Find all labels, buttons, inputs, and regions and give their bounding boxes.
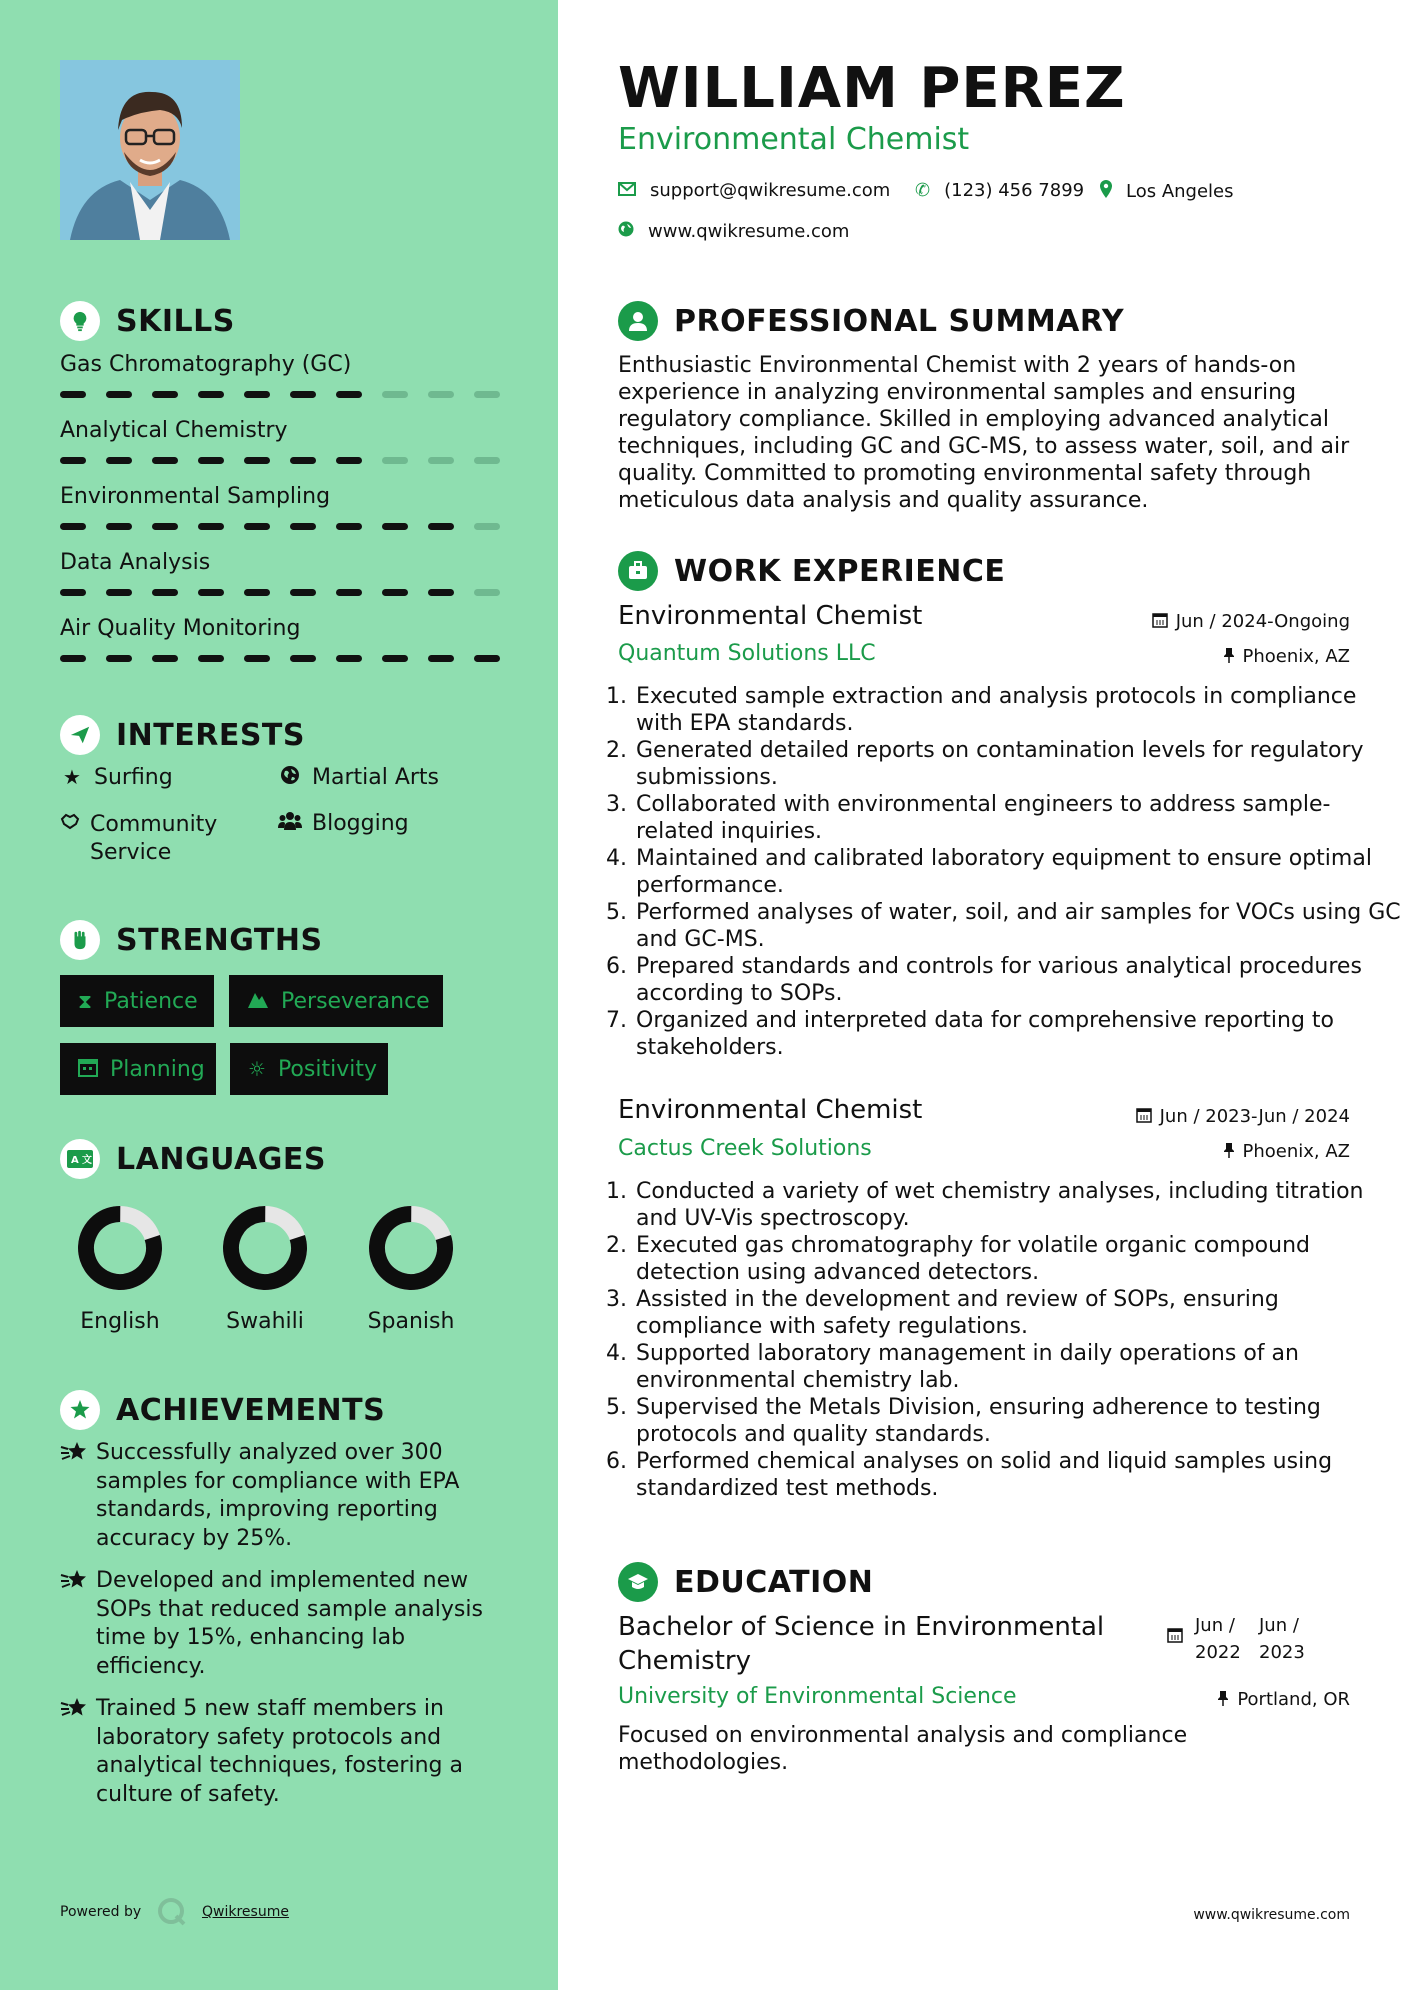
skill-level-segment xyxy=(198,391,224,398)
star-icon: ★ xyxy=(63,765,81,789)
job-duty: 2. Executed gas chromatography for volatile organic compound detection using advanced detectors. xyxy=(634,1232,1404,1286)
job-duty: 3. Assisted in the development and review of SOPs, ensuring compliance with safety regulations. xyxy=(634,1286,1404,1340)
job-duty: 4. Maintained and calibrated laboratory equipment to ensure optimal performance. xyxy=(634,845,1404,899)
skill-level-segment xyxy=(106,391,132,398)
job-duties-list xyxy=(608,1178,1404,1502)
translate-icon xyxy=(60,1139,100,1179)
achievements-heading: ACHIEVEMENTS xyxy=(60,1388,385,1432)
interest-item: Martial Arts xyxy=(278,765,439,790)
job-duty: 5. Supervised the Metals Division, ensuring adherence to testing protocols and quality standards. xyxy=(634,1394,1404,1448)
graduation-icon xyxy=(618,1562,658,1602)
skill-level-segment xyxy=(336,589,362,596)
skill-level-segment xyxy=(428,457,454,464)
skill-level-segment xyxy=(474,391,500,398)
skill-level-segment xyxy=(244,589,270,596)
users-icon xyxy=(278,811,302,836)
skill-level-segment xyxy=(336,523,362,530)
skill-level-segment xyxy=(152,523,178,530)
education-location: Portland, OR xyxy=(1217,1689,1350,1710)
email-contact[interactable]: support@qwikresume.com xyxy=(618,180,890,201)
interest-item: ★ Surfing xyxy=(60,765,173,790)
job-location: Phoenix, AZ xyxy=(1223,646,1351,667)
job-duty: 4. Supported laboratory management in daily operations of an environmental chemistry lab. xyxy=(634,1340,1404,1394)
job-duties-list xyxy=(608,683,1404,1061)
skill-level-segment xyxy=(244,523,270,530)
job-location: Phoenix, AZ xyxy=(1223,1141,1351,1162)
job-duty: 7. Organized and interpreted data for comprehensive reporting to stakeholders. xyxy=(634,1007,1404,1061)
briefcase-icon xyxy=(618,551,658,591)
skill-level-segment xyxy=(244,391,270,398)
language-label: English xyxy=(80,1309,160,1334)
skill-level-segment xyxy=(382,523,408,530)
skill-level-segment xyxy=(106,589,132,596)
skill-level-segment xyxy=(382,589,408,596)
job-duty: 5. Performed analyses of water, soil, and air samples for VOCs using GC and GC-MS. xyxy=(634,899,1404,953)
education-description: Focused on environmental analysis and compliance methodologies. xyxy=(618,1723,1188,1775)
skill-level-segment xyxy=(474,457,500,464)
skill-level-segment xyxy=(428,391,454,398)
language-ring-fill xyxy=(77,1205,163,1291)
job-duty: 3. Collaborated with environmental engineers to address sample-related inquiries. xyxy=(634,791,1404,845)
achievement-item: Successfully analyzed over 300 samples for compliance with EPA standards, improving reporting accuracy by 25%. xyxy=(60,1439,500,1553)
skill-name: Data Analysis xyxy=(60,550,211,575)
svg-text:A: A xyxy=(71,1155,79,1166)
language-label: Spanish xyxy=(367,1309,455,1334)
skill-level-segment xyxy=(60,391,86,398)
skill-level-segment xyxy=(198,523,224,530)
languages-heading: A 文 LANGUAGES xyxy=(60,1137,326,1181)
globe-icon xyxy=(618,221,634,242)
calendar-icon xyxy=(1136,1107,1152,1127)
skill-name: Gas Chromatography (GC) xyxy=(60,352,352,377)
skill-level-bar xyxy=(60,655,500,663)
skill-level-segment xyxy=(290,655,316,662)
language-rings xyxy=(60,1200,560,1300)
experience-heading: WORK EXPERIENCE xyxy=(618,549,1005,593)
sun-icon: ☼ xyxy=(248,1057,266,1081)
skill-level-bar xyxy=(60,523,500,531)
job-dates: Jun / 2024-Ongoing xyxy=(1152,611,1350,632)
website-contact[interactable]: www.qwikresume.com xyxy=(618,221,849,242)
fist-icon xyxy=(60,920,100,960)
candidate-name: WILLIAM PEREZ xyxy=(618,56,1126,121)
interests-heading: INTERESTS xyxy=(60,713,305,757)
skill-level-segment xyxy=(290,523,316,530)
school-name: University of Environmental Science xyxy=(618,1684,1017,1709)
skill-level-segment xyxy=(290,391,316,398)
skill-level-segment xyxy=(474,589,500,596)
skill-name: Analytical Chemistry xyxy=(60,418,288,443)
handshake-icon xyxy=(60,811,80,835)
skill-level-segment xyxy=(428,523,454,530)
pushpin-icon xyxy=(1223,647,1235,667)
skill-level-bar xyxy=(60,589,500,597)
job-title: Environmental Chemist xyxy=(618,122,970,157)
qwikresume-logo-icon xyxy=(157,1897,187,1931)
skill-name: Environmental Sampling xyxy=(60,484,331,509)
shooting-star-icon xyxy=(60,1695,96,1809)
interest-item: Community Service xyxy=(60,811,260,867)
skill-level-segment xyxy=(106,655,132,662)
skills-heading: SKILLS xyxy=(60,299,235,343)
powered-by-label: Powered by xyxy=(60,1904,142,1920)
globe-icon xyxy=(278,765,302,790)
achievement-item: Trained 5 new staff members in laboratory safety protocols and analytical techniques, fostering a culture of safety. xyxy=(60,1695,500,1809)
skill-level-segment xyxy=(198,655,224,662)
skill-level-segment xyxy=(474,523,500,530)
skill-level-segment xyxy=(290,457,316,464)
job-duty: 1. Conducted a variety of wet chemistry analyses, including titration and UV-Vis spectroscopy. xyxy=(634,1178,1404,1232)
skill-level-segment xyxy=(106,523,132,530)
education-end-date: Jun / 2023 xyxy=(1259,1615,1305,1663)
main-content xyxy=(558,0,1407,1990)
skill-level-segment xyxy=(244,457,270,464)
skill-level-segment xyxy=(244,655,270,662)
summary-text: Enthusiastic Environmental Chemist with 2 years of hands-on experience in analyzing environmental samples and ensuring regulatory compliance. Skilled in employing advanced analytical techniques, including GC and GC-MS, to assess water, soil, and air quality. Committed to promoting environmental safety through meticulous data analysis and quality assurance. xyxy=(618,353,1350,513)
skill-name: Air Quality Monitoring xyxy=(60,616,301,641)
phone-contact[interactable]: ✆ (123) 456 7899 xyxy=(915,180,1085,201)
user-icon xyxy=(618,301,658,341)
job-duty: 6. Performed chemical analyses on solid and liquid samples using standardized test methods. xyxy=(634,1448,1404,1502)
skill-level-segment xyxy=(152,589,178,596)
skill-level-segment xyxy=(152,655,178,662)
svg-text:文: 文 xyxy=(82,1155,92,1166)
language-ring-fill xyxy=(368,1205,454,1291)
calendar-icon xyxy=(78,1057,98,1082)
footer-website[interactable]: www.qwikresume.com xyxy=(1193,1907,1350,1923)
skill-level-segment xyxy=(198,589,224,596)
calendar-icon xyxy=(1152,612,1168,632)
education-start-date: Jun / 2022 xyxy=(1195,1615,1241,1663)
strength-tag: Perseverance xyxy=(229,975,443,1027)
company-name: Quantum Solutions LLC xyxy=(618,641,876,666)
skill-level-segment xyxy=(336,655,362,662)
qwikresume-link[interactable]: Qwikresume xyxy=(202,1904,289,1920)
skill-level-segment xyxy=(152,391,178,398)
envelope-icon xyxy=(618,180,636,201)
skill-level-segment xyxy=(382,391,408,398)
profile-photo xyxy=(60,60,240,240)
skill-level-segment xyxy=(60,655,86,662)
education-heading: EDUCATION xyxy=(618,1560,873,1604)
summary-heading: PROFESSIONAL SUMMARY xyxy=(618,299,1124,343)
language-ring-fill xyxy=(222,1205,308,1291)
degree-title: Bachelor of Science in Environmental Chemistry xyxy=(618,1612,1105,1676)
skill-level-segment xyxy=(60,589,86,596)
skill-level-bar xyxy=(60,457,500,465)
pushpin-icon xyxy=(1217,1690,1229,1710)
interest-item: Blogging xyxy=(278,811,409,836)
skill-level-segment xyxy=(428,589,454,596)
skill-level-segment xyxy=(60,457,86,464)
lightbulb-icon xyxy=(60,301,100,341)
skill-level-segment xyxy=(336,457,362,464)
skill-level-segment xyxy=(152,457,178,464)
skill-level-segment xyxy=(382,457,408,464)
skill-level-segment xyxy=(382,655,408,662)
strength-tag: Planning xyxy=(60,1043,216,1095)
strengths-heading: STRENGTHS xyxy=(60,918,323,962)
phone-icon: ✆ xyxy=(915,180,931,201)
skill-level-segment xyxy=(336,391,362,398)
job-duty: 6. Prepared standards and controls for various analytical procedures according to SOPs. xyxy=(634,953,1404,1007)
job-duty: 2. Generated detailed reports on contamination levels for regulatory submissions. xyxy=(634,737,1404,791)
hiking-icon xyxy=(247,989,269,1014)
skill-level-bar xyxy=(60,391,500,399)
skill-level-segment xyxy=(428,655,454,662)
pushpin-icon xyxy=(1223,1142,1235,1162)
map-pin-icon xyxy=(1100,180,1112,203)
skill-level-segment xyxy=(474,655,500,662)
award-star-icon xyxy=(60,1390,100,1430)
achievement-item: Developed and implemented new SOPs that reduced sample analysis time by 15%, enhancing lab efficiency. xyxy=(60,1567,500,1681)
job-title: Environmental Chemist xyxy=(618,601,923,631)
skill-level-segment xyxy=(106,457,132,464)
hourglass-icon: ⧗ xyxy=(78,989,93,1013)
sidebar xyxy=(0,0,558,1990)
language-label: Swahili xyxy=(226,1309,304,1334)
job-title: Environmental Chemist xyxy=(618,1095,923,1125)
shooting-star-icon xyxy=(60,1567,96,1681)
company-name: Cactus Creek Solutions xyxy=(618,1136,872,1161)
skill-level-segment xyxy=(60,523,86,530)
job-duty: 1. Executed sample extraction and analysis protocols in compliance with EPA standards. xyxy=(634,683,1404,737)
location-contact: Los Angeles xyxy=(1100,180,1234,203)
job-dates: Jun / 2023-Jun / 2024 xyxy=(1136,1106,1350,1127)
strength-tag: ☼ Positivity xyxy=(230,1043,388,1095)
calendar-icon xyxy=(1167,1627,1183,1647)
skill-level-segment xyxy=(290,589,316,596)
shooting-star-icon xyxy=(60,1439,96,1553)
skill-level-segment xyxy=(198,457,224,464)
paper-plane-icon xyxy=(60,715,100,755)
strength-tag: ⧗ Patience xyxy=(60,975,214,1027)
